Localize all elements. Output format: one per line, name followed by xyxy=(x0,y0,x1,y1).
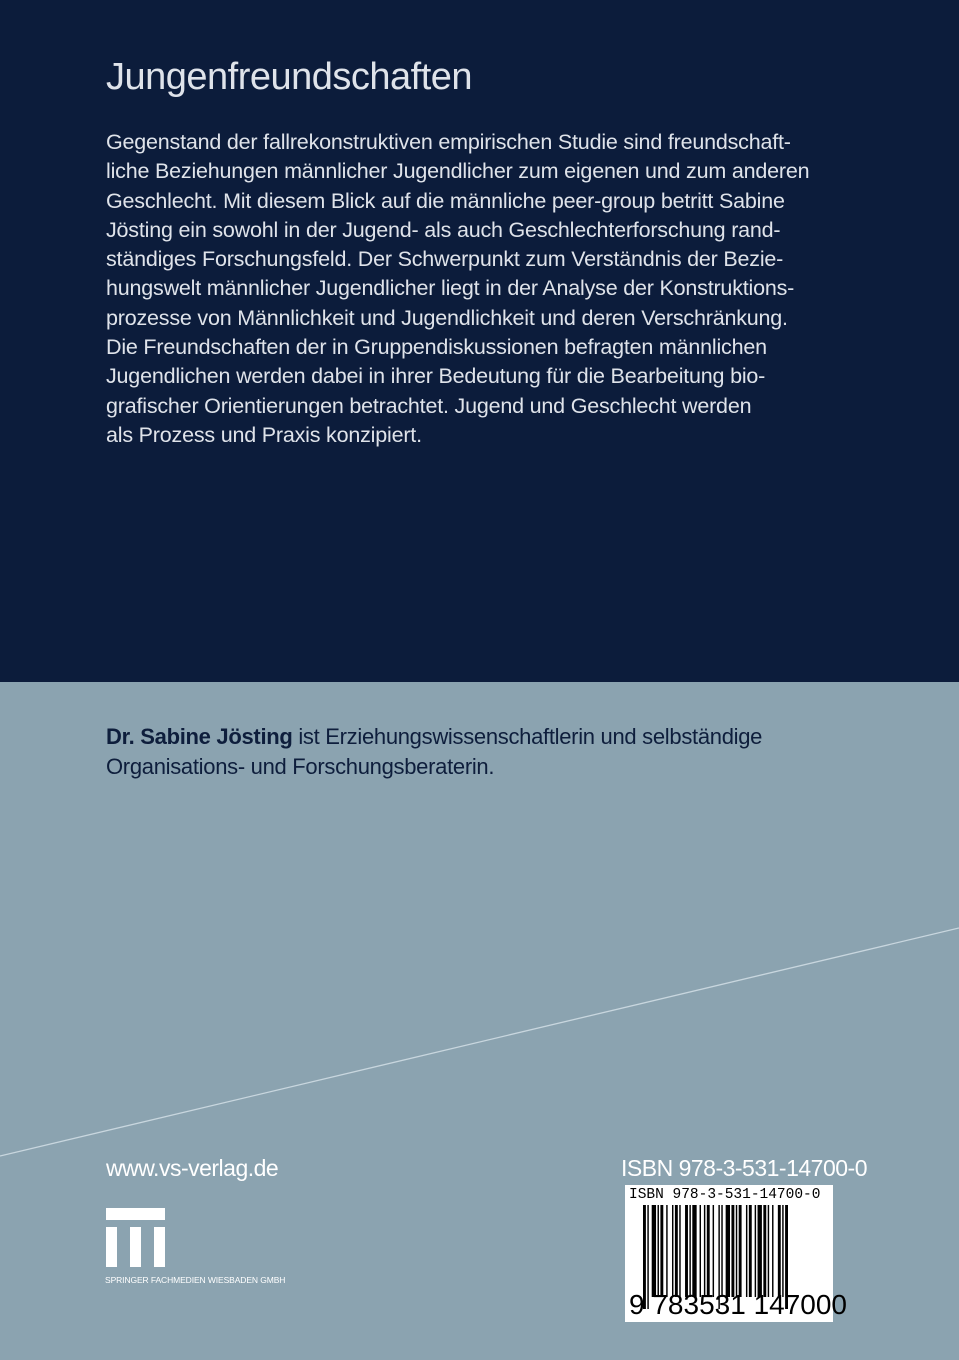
barcode-bar xyxy=(778,1205,781,1297)
barcode-bar xyxy=(713,1205,714,1297)
barcode-bar xyxy=(768,1205,769,1297)
barcode-bar xyxy=(679,1205,680,1297)
author-bio-line: ist Erziehungswissenschaftlerin und selbständige xyxy=(292,724,763,749)
barcode-bar xyxy=(692,1205,696,1297)
barcode-bar xyxy=(746,1205,747,1297)
author-name: Dr. Sabine Jösting xyxy=(106,724,293,749)
barcode-bar xyxy=(782,1205,783,1297)
barcode-bar xyxy=(685,1205,688,1297)
barcode-bar xyxy=(675,1205,678,1297)
isbn-label: ISBN 978-3-531-14700-0 xyxy=(621,1155,867,1181)
blurb-line: liche Beziehungen männlicher Jugendlicher zum eigenen und zum anderen xyxy=(106,159,810,184)
blurb-line: hungswelt männlicher Jugendlicher liegt in der Analyse der Konstruktions- xyxy=(106,276,795,301)
publisher-name: SPRINGER FACHMEDIEN WIESBADEN GMBH xyxy=(105,1275,286,1285)
blurb-line: Jugendlichen werden dabei in ihrer Bedeutung für die Bearbeitung bio- xyxy=(106,364,766,389)
barcode-bar xyxy=(772,1205,773,1297)
barcode-bar xyxy=(666,1205,667,1297)
barcode-bar xyxy=(763,1205,766,1297)
barcode-bar xyxy=(726,1205,730,1297)
blurb-line: ständiges Forschungsfeld. Der Schwerpunkt zum Verständnis der Bezie- xyxy=(106,247,784,272)
blurb-line: Geschlecht. Mit diesem Blick auf die männliche peer-group betritt Sabine xyxy=(106,188,785,213)
barcode-bar xyxy=(660,1205,663,1297)
barcode-bar xyxy=(652,1205,656,1297)
publisher-url[interactable]: www.vs-verlag.de xyxy=(106,1155,279,1181)
barcode-bar xyxy=(739,1205,742,1297)
publisher-logo-icon xyxy=(106,1208,166,1268)
barcode-bar xyxy=(689,1205,690,1297)
barcode-bar xyxy=(672,1205,673,1297)
author-bio-line: Organisations- und Forschungsberaterin. xyxy=(106,754,495,779)
barcode-bar xyxy=(758,1205,762,1297)
barcode-isbn-text: ISBN 978-3-531-14700-0 xyxy=(629,1187,821,1203)
blurb-line: Gegenstand der fallrekonstruktiven empirischen Studie sind freundschaft- xyxy=(106,130,791,154)
blurb-line: grafischer Orientierungen betrachtet. Jugend und Geschlecht werden xyxy=(106,393,752,418)
blurb-line: Jösting ein sowohl in der Jugend- als auch Geschlechterforschung rand- xyxy=(106,217,781,242)
blurb-line: Die Freundschaften der in Gruppendiskussionen befragten männlichen xyxy=(106,335,767,360)
barcode-digits: 9 783531 147000 xyxy=(629,1289,847,1320)
isbn-barcode xyxy=(625,1185,847,1322)
barcode-bar xyxy=(707,1205,710,1297)
barcode-bar xyxy=(749,1205,752,1297)
barcode-bar xyxy=(704,1205,705,1297)
blurb-line: prozesse von Männlichkeit und Jugendlichkeit und deren Verschränkung. xyxy=(106,305,788,330)
barcode-bar xyxy=(658,1205,659,1297)
barcode-bar xyxy=(700,1205,701,1297)
barcode-bar xyxy=(721,1205,722,1297)
blurb-line: als Prozess und Praxis konzipiert. xyxy=(106,422,422,447)
author-bio xyxy=(106,722,762,782)
barcode-bar xyxy=(755,1205,756,1297)
barcode-bar xyxy=(731,1205,734,1297)
book-title: Jungenfreundschaften xyxy=(106,56,473,98)
barcode-bar xyxy=(736,1205,737,1297)
